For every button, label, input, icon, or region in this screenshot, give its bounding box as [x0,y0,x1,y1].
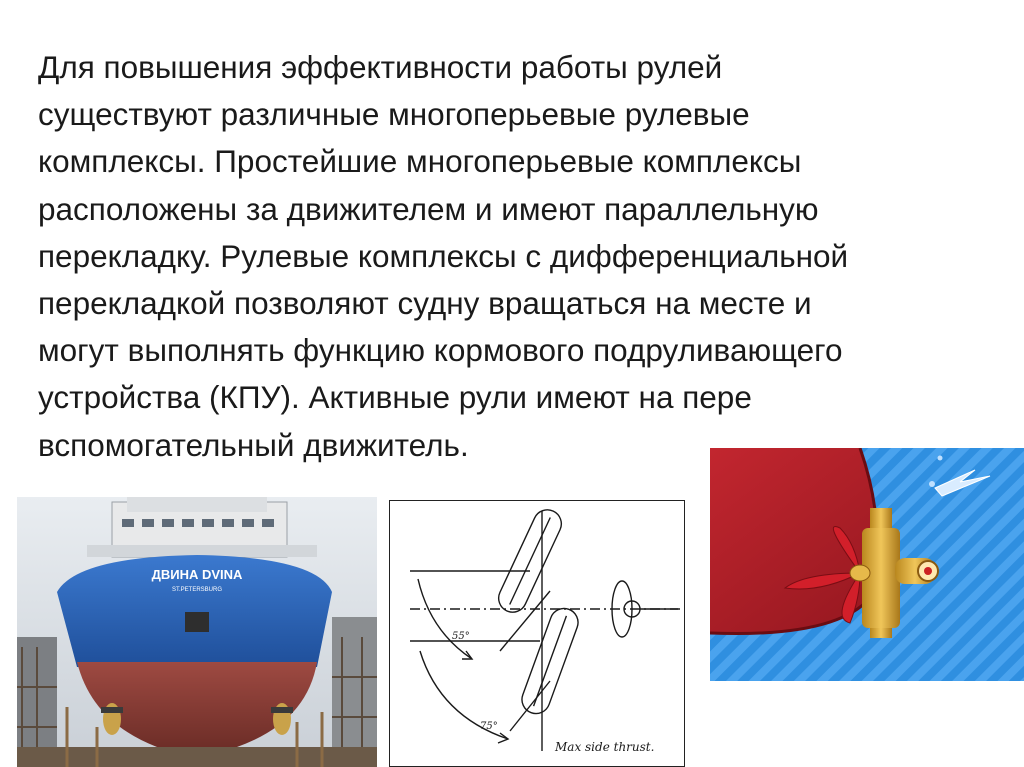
active-rudder-illustration [710,448,1024,681]
rudder-angle-diagram [389,500,685,767]
paragraph-line: существуют различные многоперьевые рулевые [38,96,750,133]
paragraph-line: расположены за движителем и имеют параллельную [38,190,819,227]
paragraph-line: перекладку. Рулевые комплексы с дифференциальной [38,237,849,274]
hull-port: ST.PETERSBURG [171,587,223,593]
paragraph-line: устройства (КПУ). Активные рули имеют на пере [38,379,752,416]
angle-label-55: 55° [452,631,470,642]
ship-drydock-photo [17,497,377,767]
paragraph-line: перекладкой позволяют судну вращаться на месте и [38,285,812,322]
paragraph-line: могут выполнять функцию кормового подруливающего [38,332,843,369]
angle-label-75: 75° [480,721,498,732]
diagram-caption: Max side thrust. [555,740,655,754]
hull-name: ДВИНА DVINA [151,567,243,582]
paragraph-line: Для повышения эффективности работы рулей [38,49,723,85]
paragraph-line: вспомогательный движитель. [38,426,469,463]
rudder-diagram-drawing [390,501,683,765]
paragraph-line: комплексы. Простейшие многоперьевые комплексы [38,143,802,180]
main-paragraph [38,44,998,469]
ship-drydock-illustration [17,497,377,767]
active-rudder-drawing [710,448,1024,681]
